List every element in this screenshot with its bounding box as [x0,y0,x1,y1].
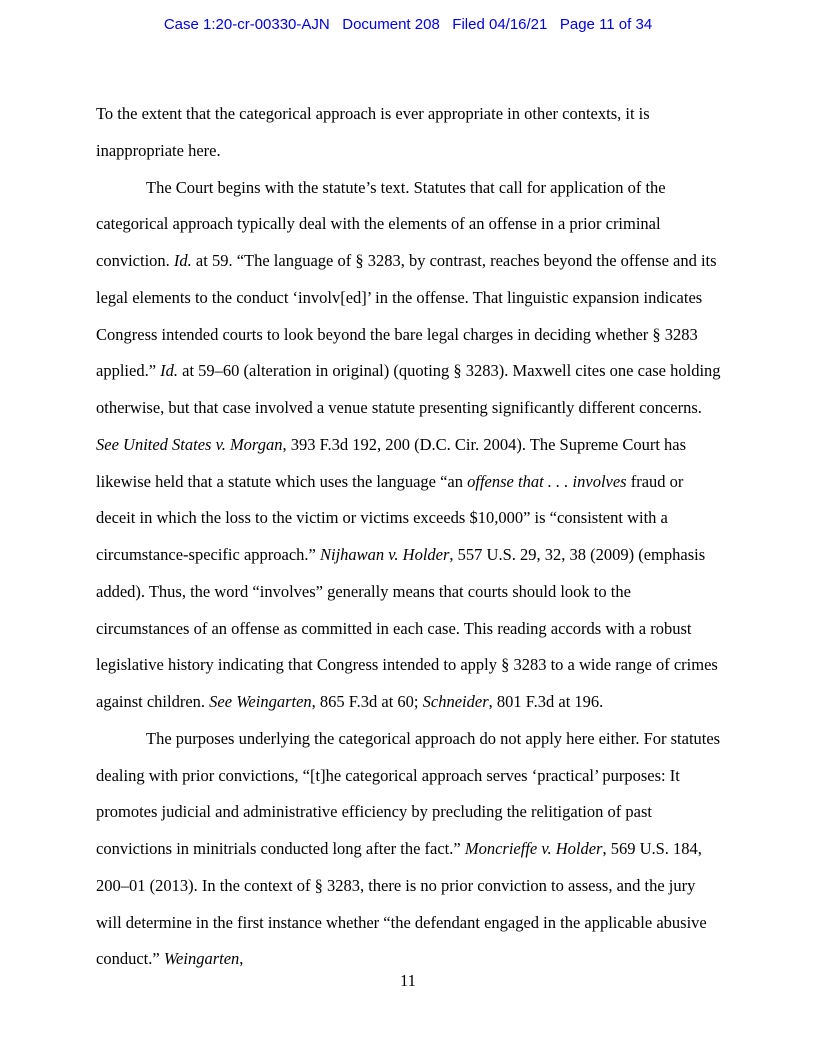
ecf-header-stamp: Case 1:20-cr-00330-AJN Document 208 Filed 04/16/21 Page 11 of 34 [163,16,653,33]
paragraph [96,96,721,170]
text-run: The Court begins with the statute’s text. Statutes that call for application of the categorical approach typically deal with the elements of an offense in a prior criminal conviction. [96,177,666,270]
text-run: , 569 U.S. 184, 200–01 (2013). In the context of § 3283, there is no prior conviction to assess, and the jury will determine in the first instance whether “the defendant engaged in the applicable abusive conduct.” [96,839,707,969]
italic-text-run: See Weingarten [209,692,312,711]
italic-text-run: Schneider [422,692,489,711]
italic-text-run: offense that . . . involves [467,471,627,491]
text-run: at 59. “The language of § 3283, by contrast, reaches beyond the offense and its legal elements to the conduct ‘involv[ed]’ in the offense. That linguistic expansion indicates Congress intended courts to look beyond the bare legal charges in deciding whether § 3283 applied.” [96,251,717,381]
text-run: To the extent that the categorical approach is ever appropriate in other contexts, it is inappropriate here. [96,104,650,160]
italic-text-run: Id. [160,361,179,381]
text-run: , 801 F.3d at 196. [488,692,604,711]
text-run: The purposes underlying the categorical approach do not apply here either. For statutes dealing with prior convictions, “[t]he categorical approach serves ‘practical’ purposes: It promotes judicial and administrative efficiency by precluding the relitigation of past convictions in minitrials conducted long after the fact.” [96,728,721,858]
italic-text-run: Id. [173,251,192,270]
page-number: 11 [400,971,416,990]
paragraph [96,721,721,978]
italic-text-run: Moncrieffe v. Holder [464,839,603,858]
document-body [96,96,721,978]
text-run: , 557 U.S. 29, 32, 38 (2009) (emphasis added). Thus, the word “involves” generally means that courts should look to the circumstances of an offense as committed in each case. This reading accords with a robust legislative history indicating that Congress intended to apply § 3283 to a wide range of crimes against children. [96,545,718,711]
italic-text-run: Nijhawan v. Holder [320,545,450,564]
italic-text-run: See United States v. Morgan [96,434,283,454]
text-run: , [239,949,244,969]
text-run: at 59–60 (alteration in original) (quoting § 3283). Maxwell cites one case holding otherwise, but that case involved a venue statute presenting significantly different concerns. [96,361,721,417]
text-run: , 393 F.3d 192, 200 (D.C. Cir. 2004). The Supreme Court has likewise held that a statute which uses the language “an [96,434,687,491]
italic-text-run: Weingarten [163,949,240,969]
text-run: fraud or deceit in which the loss to the victim or victims exceeds $10,000” is “consistent with a circumstance-specific approach.” [96,471,684,564]
paragraph [96,170,721,721]
text-run: , 865 F.3d at 60; [311,692,423,711]
